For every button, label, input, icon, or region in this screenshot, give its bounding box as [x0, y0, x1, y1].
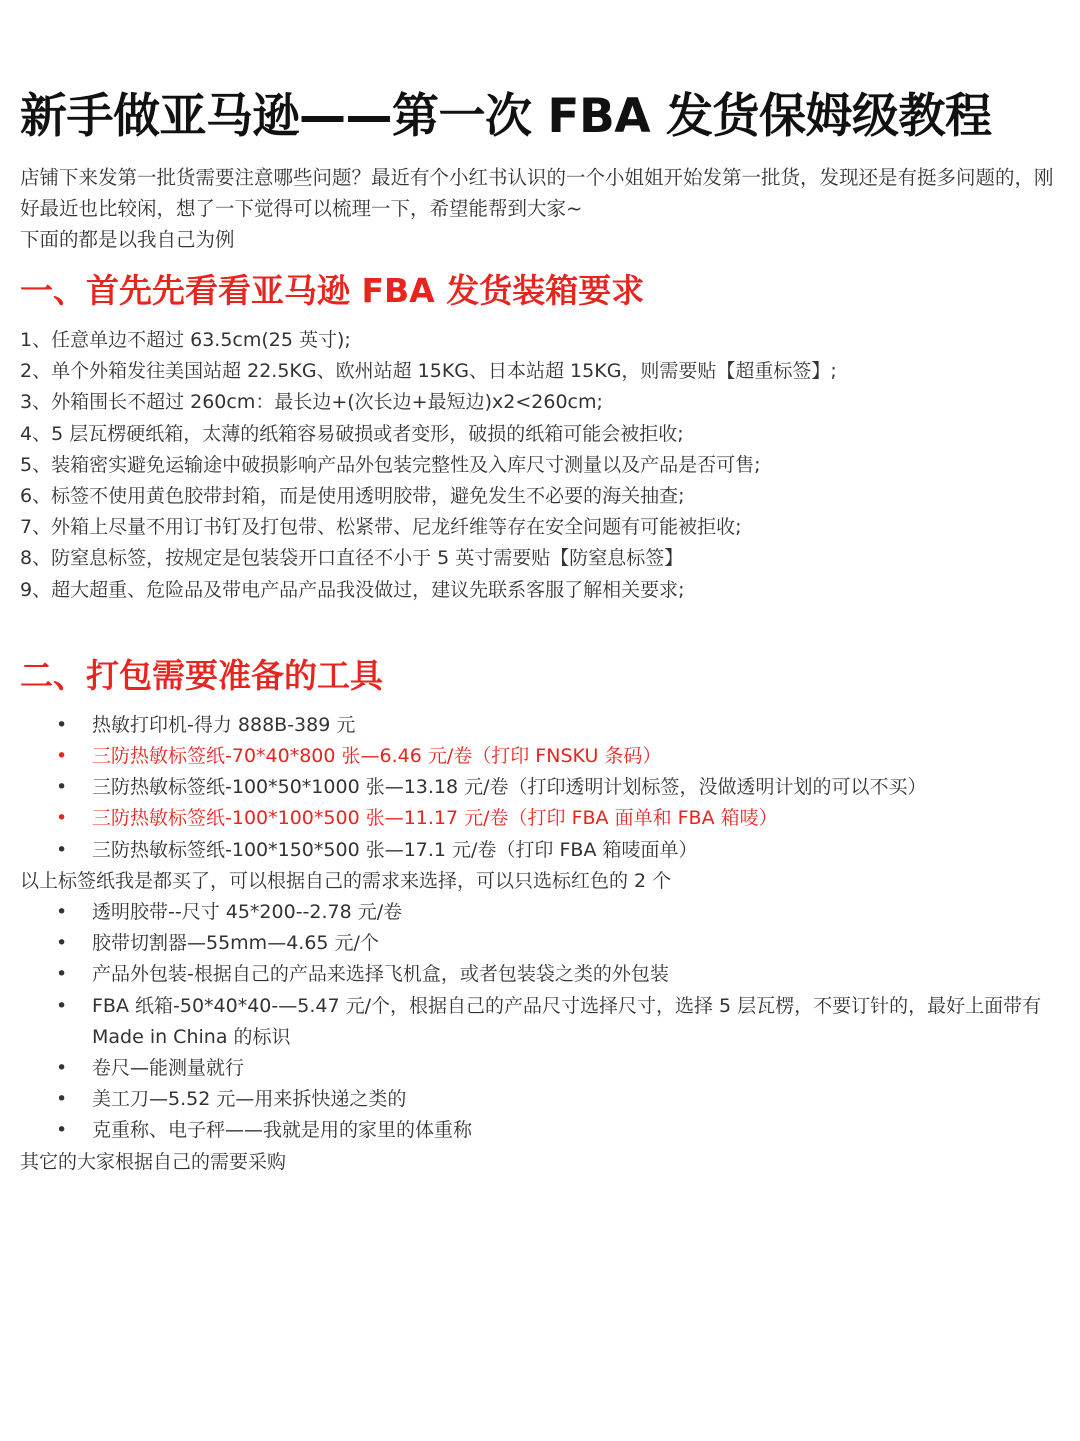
list-item: 9、超大超重、危险品及带电产品产品我没做过，建议先联系客服了解相关要求;	[20, 578, 685, 601]
list-item: 8、防窒息标签，按规定是包装袋开口直径不小于 5 英寸需要贴【防窒息标签】	[20, 547, 684, 570]
bullet-icon: •	[56, 994, 68, 1017]
list-item	[20, 928, 1068, 959]
packing-supplies-list	[20, 897, 1068, 1147]
list-item-text: FBA 纸箱-50*40*40-—5.47 元/个，根据自己的产品尺寸选择尺寸，选择 5 层瓦楞，不要订针的，最好上面带有 Made in China 的标识	[92, 994, 1042, 1048]
section-spacer	[20, 606, 1068, 640]
list-item-text: 三防热敏标签纸-100*50*1000 张—13.18 元/卷（打印透明计划标签，没做透明计划的可以不买）	[92, 776, 927, 799]
list-item-text: 热敏打印机-得力 888B-389 元	[92, 713, 356, 736]
list-item-highlighted	[20, 803, 1068, 834]
list-item: 7、外箱上尽量不用订书钉及打包带、松紧带、尼龙纤维等存在安全问题有可能被拒收;	[20, 516, 742, 539]
list-item	[20, 835, 1068, 866]
bullet-icon: •	[56, 1119, 68, 1142]
bullet-icon: •	[56, 963, 68, 986]
label-supplies-list	[20, 710, 1068, 866]
list-item-text: 三防热敏标签纸-70*40*800 张—6.46 元/卷（打印 FNSKU 条码）	[92, 745, 662, 768]
bullet-icon: •	[56, 838, 68, 861]
bullet-icon: •	[56, 713, 68, 736]
list-item: 4、5 层瓦楞硬纸箱，太薄的纸箱容易破损或者变形，破损的纸箱可能会被拒收;	[20, 422, 684, 445]
labels-note: 以上标签纸我是都买了，可以根据自己的需求来选择，可以只选标红色的 2 个	[20, 869, 672, 892]
packing-requirements-list	[20, 325, 1068, 606]
section-heading-packing-requirements: 一、首先先看看亚马逊 FBA 发货装箱要求	[20, 271, 645, 310]
list-item: 1、任意单边不超过 63.5cm(25 英寸);	[20, 329, 351, 351]
list-item: 5、装箱密实避免运输途中破损影响产品外包装完整性及入库尺寸测量以及产品是否可售;	[20, 453, 761, 476]
bullet-icon: •	[56, 932, 68, 955]
list-item: 2、单个外箱发往美国站超 22.5KG、欧州站超 15KG、日本站超 15KG，则需要贴【超重标签】;	[20, 360, 837, 383]
list-item	[20, 1084, 1068, 1115]
page-title: 新手做亚马逊——第一次 FBA 发货保姆级教程	[20, 89, 992, 144]
list-item	[20, 991, 1068, 1053]
list-item-text: 三防热敏标签纸-100*100*500 张—11.17 元/卷（打印 FBA 面单和 FBA 箱唛）	[92, 807, 778, 830]
bullet-icon: •	[56, 901, 68, 924]
intro-line: 店铺下来发第一批货需要注意哪些问题？最近有个小红书认识的一个小姐姐开始发第一批货，发现还是有挺多问题的，刚好最近也比较闲，想了一下觉得可以梳理一下，希望能帮到大家~	[20, 166, 1054, 220]
bullet-icon: •	[56, 1088, 68, 1111]
list-item-text: 产品外包装-根据自己的产品来选择飞机盒，或者包装袋之类的外包装	[92, 963, 669, 986]
list-item	[20, 1115, 1068, 1146]
list-item-text: 三防热敏标签纸-100*150*500 张—17.1 元/卷（打印 FBA 箱唛面单）	[92, 838, 698, 861]
list-item	[20, 897, 1068, 928]
intro-line: 下面的都是以我自己为例	[20, 228, 235, 251]
list-item-text: 美工刀—5.52 元—用来拆快递之类的	[92, 1088, 407, 1111]
list-item: 3、外箱围长不超过 260cm：最长边+(次长边+最短边)x2<260cm;	[20, 391, 603, 414]
bullet-icon: •	[56, 1057, 68, 1080]
intro-paragraph	[20, 162, 1068, 255]
list-item: 6、标签不使用黄色胶带封箱，而是使用透明胶带，避免发生不必要的海关抽查;	[20, 485, 685, 508]
list-item	[20, 959, 1068, 990]
bullet-icon: •	[56, 807, 68, 830]
list-item-highlighted	[20, 741, 1068, 772]
list-item	[20, 772, 1068, 803]
list-item-text: 克重称、电子秤——我就是用的家里的体重称	[92, 1119, 473, 1142]
list-item-text: 透明胶带--尺寸 45*200--2.78 元/卷	[92, 901, 403, 924]
bullet-icon: •	[56, 745, 68, 768]
closing-note: 其它的大家根据自己的需要采购	[20, 1150, 287, 1173]
bullet-icon: •	[56, 776, 68, 799]
section-heading-tools: 二、打包需要准备的工具	[20, 655, 383, 695]
list-item	[20, 710, 1068, 741]
list-item-text: 卷尺—能测量就行	[92, 1057, 245, 1080]
list-item	[20, 1053, 1068, 1084]
list-item-text: 胶带切割器—55mm—4.65 元/个	[92, 932, 379, 955]
